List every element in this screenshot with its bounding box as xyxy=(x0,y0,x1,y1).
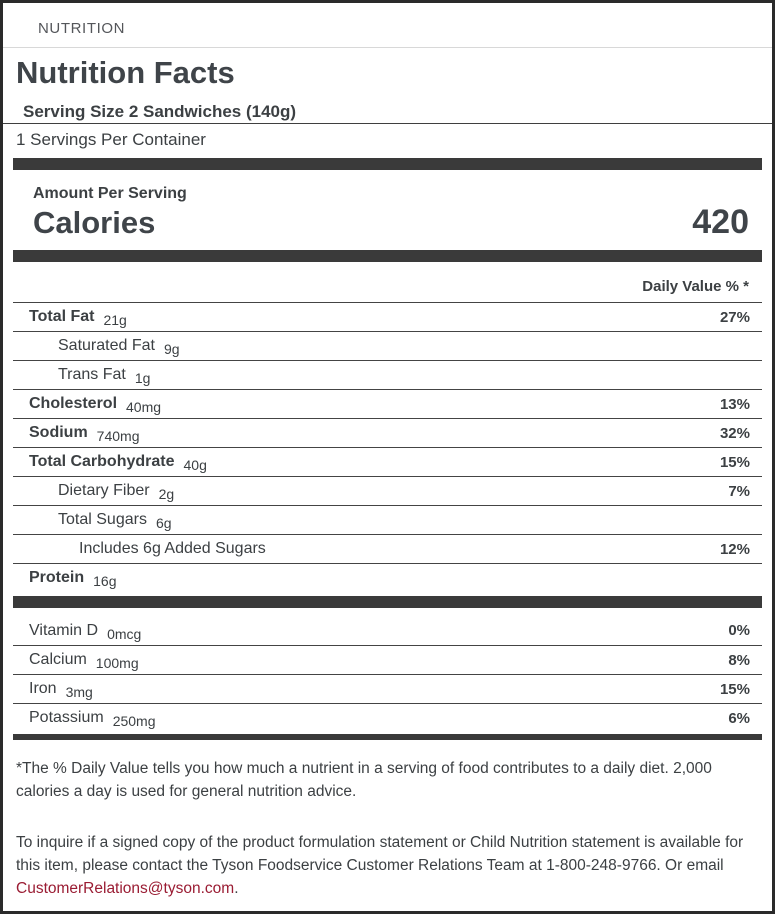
nutrient-name: Total Sugars xyxy=(58,511,147,528)
medium-separator-bar xyxy=(13,734,762,740)
vitamin-amount: 100mg xyxy=(95,655,139,671)
thick-separator-bar xyxy=(13,158,762,170)
vitamin-name: Vitamin D xyxy=(29,621,99,639)
nutrient-amount: 21g xyxy=(103,312,127,328)
nutrient-name: Trans Fat xyxy=(58,366,126,383)
vitamin-table xyxy=(13,616,762,732)
calories-row xyxy=(33,204,749,241)
contact-text-period: . xyxy=(234,880,239,897)
section-tab-bar xyxy=(3,3,772,47)
calories-value: 420 xyxy=(692,203,749,241)
nutrient-amount: 40g xyxy=(183,457,207,473)
nutrient-name: Protein xyxy=(29,569,85,586)
table-row xyxy=(13,703,762,732)
page-title: Nutrition Facts xyxy=(16,55,235,90)
daily-value-header: Daily Value % * xyxy=(642,278,749,295)
table-row xyxy=(13,645,762,674)
table-row xyxy=(13,418,762,447)
nutrient-daily-value: 27% xyxy=(719,308,750,326)
contact-footnote xyxy=(16,831,754,900)
calories-label: Calories xyxy=(33,205,156,240)
customer-relations-email-link[interactable]: CustomerRelations@tyson.com xyxy=(16,880,235,897)
thick-separator-bar xyxy=(13,596,762,608)
nutrient-name: Saturated Fat xyxy=(58,337,155,354)
serving-divider xyxy=(3,123,772,124)
nutrient-amount: 40mg xyxy=(126,399,162,415)
tab-divider xyxy=(3,47,772,48)
vitamin-name: Calcium xyxy=(29,651,87,668)
nutrient-name: Total Carbohydrate xyxy=(29,453,175,470)
servings-per-container: 1 Servings Per Container xyxy=(16,130,206,149)
vitamin-amount: 250mg xyxy=(112,713,156,729)
thick-separator-bar xyxy=(13,250,762,262)
nutrient-amount: 16g xyxy=(93,573,117,589)
daily-value-footnote: *The % Daily Value tells you how much a nutrient in a serving of food contributes to a daily diet. 2,000 calories a day is used for general nutrition advice. xyxy=(16,760,712,800)
table-row xyxy=(13,674,762,703)
table-row xyxy=(13,563,762,592)
amount-per-serving-label: Amount Per Serving xyxy=(33,185,187,202)
nutrient-amount: 2g xyxy=(158,486,175,502)
table-row xyxy=(13,331,762,360)
nutrient-daily-value: 7% xyxy=(728,482,750,500)
vitamin-daily-value: 6% xyxy=(728,709,750,727)
nutrient-name: Includes 6g Added Sugars xyxy=(79,540,266,557)
nutrient-name: Sodium xyxy=(29,424,88,441)
contact-text: To inquire if a signed copy of the product formulation statement or Child Nutrition statement is available for this item, please contact the Tyson Foodservice Customer Relations Team at 1-800-248-9766. Or email xyxy=(16,834,744,874)
table-row xyxy=(13,447,762,476)
vitamin-daily-value: 0% xyxy=(728,622,750,639)
nutrient-table xyxy=(13,302,762,592)
nutrient-amount: 1g xyxy=(134,370,151,386)
table-row xyxy=(13,360,762,389)
vitamin-amount: 3mg xyxy=(65,684,93,700)
nutrient-daily-value: 15% xyxy=(719,453,750,471)
nutrient-name: Dietary Fiber xyxy=(58,482,150,499)
vitamin-amount: 0mcg xyxy=(107,625,142,642)
nutrient-amount: 9g xyxy=(163,341,180,357)
nutrient-daily-value: 13% xyxy=(719,395,750,413)
nutrient-name: Cholesterol xyxy=(29,395,118,412)
vitamin-daily-value: 15% xyxy=(719,680,750,698)
nutrient-amount: 740mg xyxy=(96,428,140,444)
table-row xyxy=(13,389,762,418)
tab-nutrition[interactable]: NUTRITION xyxy=(38,20,126,37)
table-row xyxy=(13,534,762,563)
table-row xyxy=(13,476,762,505)
table-row xyxy=(13,302,762,331)
serving-size-label: Serving Size 2 Sandwiches (140g) xyxy=(23,102,297,121)
nutrient-daily-value: 32% xyxy=(719,424,750,442)
nutrient-daily-value: 12% xyxy=(719,540,750,558)
table-row xyxy=(13,616,762,645)
vitamin-name: Iron xyxy=(29,680,57,697)
table-row xyxy=(13,505,762,534)
vitamin-name: Potassium xyxy=(29,709,104,726)
nutrient-name: Total Fat xyxy=(29,308,95,325)
nutrient-amount: 6g xyxy=(155,515,172,531)
vitamin-daily-value: 8% xyxy=(728,651,750,669)
